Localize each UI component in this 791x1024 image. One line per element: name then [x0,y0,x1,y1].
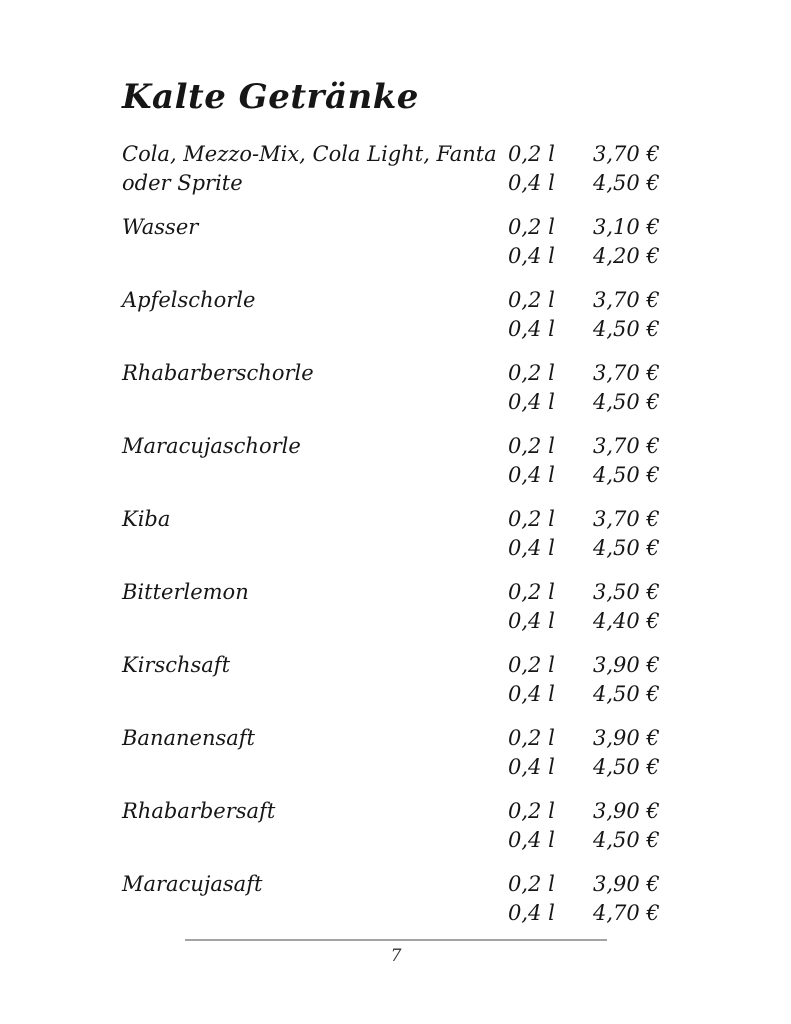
price-value: 4,20 € [593,244,660,268]
size-value: 0,2 l [508,288,555,312]
price-value: 3,70 € [593,434,660,458]
price-value: 4,50 € [593,536,660,560]
menu-item [122,651,667,709]
item-name-line: Bitterlemon [122,580,249,604]
item-prices [593,870,667,928]
size-value: 0,2 l [508,872,555,896]
item-prices [593,651,667,709]
item-name [122,286,508,344]
item-sizes [508,213,593,271]
size-value: 0,4 l [508,901,555,925]
price-value: 4,50 € [593,463,660,487]
item-name-line: oder Sprite [122,171,243,195]
size-value: 0,2 l [508,142,555,166]
size-value: 0,4 l [508,463,555,487]
size-value: 0,2 l [508,580,555,604]
size-value: 0,4 l [508,536,555,560]
size-value: 0,4 l [508,244,555,268]
price-value: 3,70 € [593,507,660,531]
item-sizes [508,286,593,344]
item-name-line: Maracujaschorle [122,434,301,458]
item-prices [593,213,667,271]
item-name-line: Maracujasaft [122,872,263,896]
item-sizes [508,432,593,490]
price-value: 4,50 € [593,828,660,852]
item-name [122,140,508,198]
item-name [122,724,508,782]
item-name-line: Bananensaft [122,726,255,750]
price-value: 3,90 € [593,799,660,823]
size-value: 0,2 l [508,726,555,750]
item-name [122,870,508,928]
size-value: 0,4 l [508,390,555,414]
size-value: 0,2 l [508,215,555,239]
item-prices [593,359,667,417]
menu-item [122,359,667,417]
item-sizes [508,870,593,928]
item-name-line: Apfelschorle [122,288,256,312]
item-prices [593,505,667,563]
item-name [122,578,508,636]
footer-divider [185,939,607,941]
size-value: 0,2 l [508,799,555,823]
item-name [122,359,508,417]
item-prices [593,140,667,198]
price-value: 4,40 € [593,609,660,633]
price-value: 4,50 € [593,390,660,414]
price-value: 3,70 € [593,142,660,166]
item-name-line: Wasser [122,215,199,239]
item-sizes [508,578,593,636]
size-value: 0,4 l [508,755,555,779]
item-sizes [508,651,593,709]
menu-item [122,213,667,271]
price-value: 3,70 € [593,361,660,385]
size-value: 0,4 l [508,171,555,195]
size-value: 0,2 l [508,434,555,458]
menu-item [122,578,667,636]
item-name-line: Rhabarberschorle [122,361,314,385]
page-number: 7 [390,946,402,966]
menu-item [122,432,667,490]
size-value: 0,4 l [508,682,555,706]
item-name [122,651,508,709]
item-prices [593,432,667,490]
item-name [122,505,508,563]
price-value: 4,50 € [593,171,660,195]
menu-item [122,870,667,928]
size-value: 0,4 l [508,828,555,852]
price-value: 3,90 € [593,872,660,896]
size-value: 0,2 l [508,507,555,531]
item-sizes [508,140,593,198]
item-prices [593,797,667,855]
menu-item [122,505,667,563]
item-prices [593,578,667,636]
price-value: 3,90 € [593,726,660,750]
page-title: Kalte Getränke [122,77,419,117]
price-value: 4,70 € [593,901,660,925]
item-name [122,432,508,490]
menu-item [122,140,667,198]
menu-item [122,797,667,855]
size-value: 0,2 l [508,653,555,677]
price-value: 3,10 € [593,215,660,239]
price-value: 4,50 € [593,682,660,706]
item-name-line: Rhabarbersaft [122,799,276,823]
item-prices [593,286,667,344]
item-sizes [508,505,593,563]
item-sizes [508,359,593,417]
item-name-line: Kirschsaft [122,653,231,677]
price-value: 4,50 € [593,755,660,779]
item-prices [593,724,667,782]
price-value: 3,70 € [593,288,660,312]
price-value: 3,50 € [593,580,660,604]
menu-item [122,286,667,344]
item-sizes [508,797,593,855]
size-value: 0,4 l [508,317,555,341]
price-value: 4,50 € [593,317,660,341]
item-name-line: Cola, Mezzo-Mix, Cola Light, Fanta [122,142,497,166]
menu-item [122,724,667,782]
price-value: 3,90 € [593,653,660,677]
item-name [122,797,508,855]
item-name-line: Kiba [122,507,171,531]
item-name [122,213,508,271]
size-value: 0,4 l [508,609,555,633]
page-content [122,76,667,943]
item-sizes [508,724,593,782]
menu-list [122,140,667,928]
size-value: 0,2 l [508,361,555,385]
